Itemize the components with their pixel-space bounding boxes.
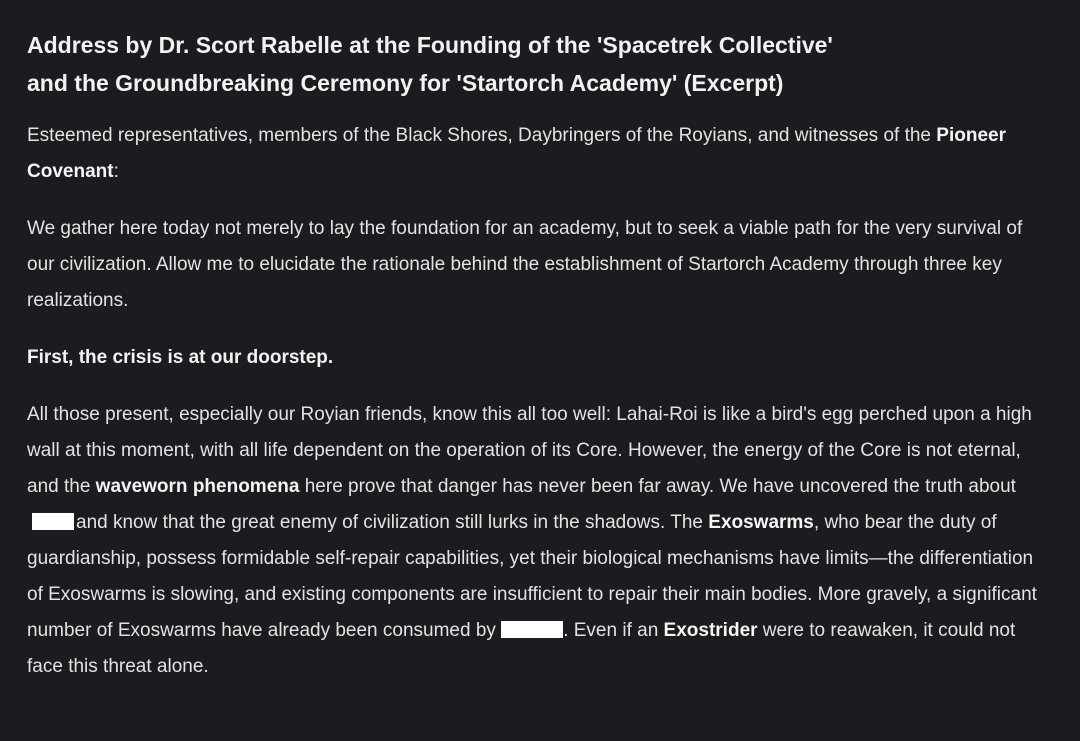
crisis-text-6: were to reawaken, it could not face this threat alone.	[27, 620, 1016, 677]
title-line-2: and the Groundbreaking Ceremony for 'Startorch Academy' (Excerpt)	[27, 70, 784, 96]
paragraph-salutation	[27, 118, 1040, 190]
crisis-text-3: and know that the great enemy of civilization still lurks in the shadows. The	[76, 512, 709, 533]
document-title	[27, 26, 1040, 102]
redaction-block	[32, 513, 74, 530]
exostrider-term: Exostrider	[663, 620, 758, 641]
exoswarms-term: Exoswarms	[708, 512, 814, 533]
redaction-block	[501, 621, 563, 638]
salutation-colon: :	[113, 161, 119, 182]
waveworn-term: waveworn phenomena	[95, 476, 300, 497]
paragraph-intro: We gather here today not merely to lay the foundation for an academy, but to seek a viable path for the very survival of our civilization. Allow me to elucidate the rationale behind the establishment of Startorch Academy through three key realizations.	[27, 218, 1023, 311]
crisis-text-1: All those present, especially our Royian friends, know this all too well: Lahai-Roi is like a bird's egg perched upon a high wall at this moment, with all life dependent on the operation of its Core. However, the energy of the Core is not eternal, and the	[27, 404, 1032, 497]
crisis-text-2: here prove that danger has never been far away. We have uncovered the truth about	[299, 476, 1016, 497]
crisis-text-4: , who bear the duty of guardianship, possess formidable self-repair capabilities, yet their biological mechanisms have limits—the differentiation of Exoswarms is slowing, and existing components are insufficient to repair their main bodies. More gravely, a significant number of Exoswarms have already been consumed by	[27, 512, 1037, 641]
title-line-1: Address by Dr. Scort Rabelle at the Founding of the 'Spacetrek Collective'	[27, 32, 833, 58]
section-heading-first: First, the crisis is at our doorstep.	[27, 347, 334, 368]
salutation-text: Esteemed representatives, members of the Black Shores, Daybringers of the Royians, and witnesses of the	[27, 125, 937, 146]
pioneer-covenant-term: Pioneer Covenant	[27, 125, 1006, 182]
crisis-text-5: . Even if an	[563, 620, 664, 641]
paragraph-crisis	[27, 397, 1040, 685]
